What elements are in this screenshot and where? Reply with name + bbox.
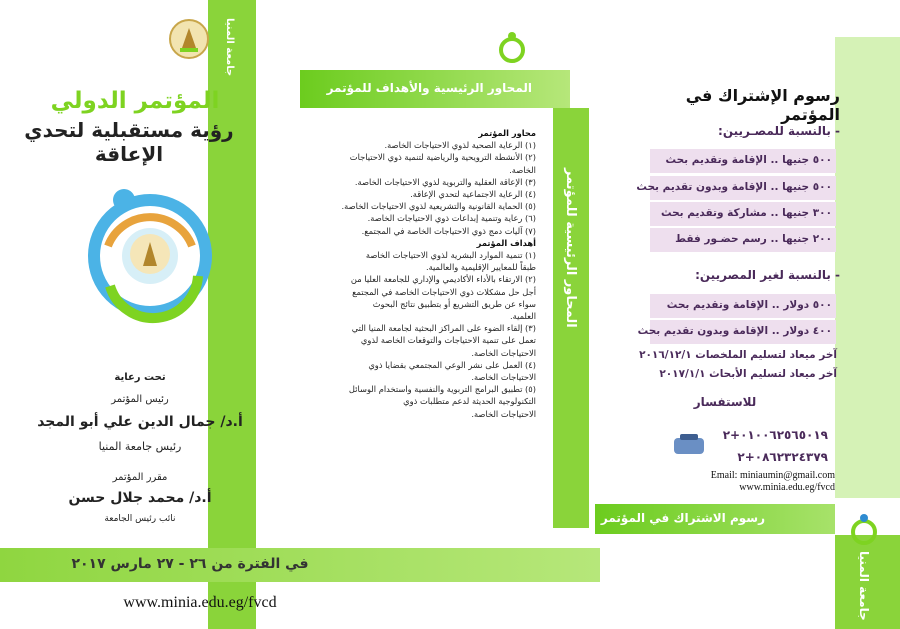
- goal-line: التكنولوجية الحديثة لدعم متطلبات ذوي: [403, 396, 536, 407]
- foreign-fee-1: ٥٠٠ دولار .. الإقامة وتقديم بحث: [666, 299, 832, 311]
- axis-line: (٣) الإعاقة العقلية والتربوية لذوي الاحتياجات الخاصة.: [354, 176, 536, 187]
- rapporteur-role: مقرر المؤتمر: [112, 472, 168, 483]
- right-bottom-band: [595, 504, 835, 534]
- conference-theme: رؤية مستقبلية لتحدي الإعاقة: [24, 118, 234, 166]
- strip-label: جامعة المنيا: [224, 18, 235, 77]
- goal-line: أجل حل مشكلات ذوي الاحتياجات الخاصة في المجتمع: [352, 286, 536, 297]
- goal-line: طبقاً للمعايير الإقليمية والعالمية.: [425, 262, 536, 273]
- small-green-emblem-icon: [498, 30, 526, 64]
- egyptian-fee-row-1: [650, 149, 836, 173]
- egyptian-fee-3: ٣٠٠ جنيها .. مشاركة وتقديم بحث: [660, 207, 832, 219]
- goal-line: (١) تنمية الموارد البشرية لذوي الاحتياجات الخاصة: [365, 250, 536, 260]
- axis-line: (٧) آليات دمج ذوي الاحتياجات الخاصة في المجتمع.: [361, 225, 536, 236]
- foreign-fee-row-2: [637, 320, 836, 344]
- non-egyptians-label: - بالنسبة لغير المصريين:: [695, 268, 840, 282]
- conference-name: المؤتمر الدولي: [50, 88, 220, 114]
- goal-line: (٣) إلقاء الضوء على المراكز البحثية لجامعة المنيا التي: [351, 323, 536, 334]
- egyptian-fee-2: ٥٠٠ جنيها .. الإقامة وبدون تقديم بحث: [636, 181, 832, 193]
- fees-title: رسوم الإشتراك في المؤتمر: [685, 86, 840, 124]
- egyptian-fee-row-4: [650, 228, 836, 252]
- goal-line: (٤) العمل على نشر الوعي المجتمعي بقضايا ذوي: [368, 359, 536, 370]
- axis-line: (٥) الحماية القانونية والتشريعية لذوي الاحتياجات الخاصة.: [341, 201, 536, 212]
- corner-label: جامعة المنيا: [857, 551, 871, 621]
- right-website: www.minia.edu.eg/fvcd: [739, 482, 835, 493]
- goal-line: تعمل على تنمية الاحتياجات والتوقعات الخاصة لذوي: [360, 335, 536, 346]
- sponsorship-label: تحت رعاية: [114, 372, 166, 383]
- egyptians-label: - بالنسبة للمصـريين:: [718, 124, 840, 138]
- axis-line: (٤) الرعاية الاجتماعية لتحدي الإعاقة.: [410, 189, 536, 199]
- inquiries-label: للاستفسار: [693, 395, 757, 409]
- phone-1: ٠١٠٠٦٢٥٦٥٠١٩+٢: [722, 428, 828, 442]
- rapporteur-title: نائب رئيس الجامعة: [104, 514, 176, 524]
- goals-title: أهداف المؤتمر: [476, 237, 536, 248]
- right-bottom-band-label: رسوم الاشتراك في المؤتمر: [600, 511, 765, 525]
- goal-line: (٥) تطبيق البرامج التربوية والنفسية واستخدام الوسائل: [348, 384, 536, 395]
- axis-line: (٦) رعاية وتنمية إبداعات ذوي الاحتياجات الخاصة.: [367, 213, 536, 224]
- axis-line: (١) الرعاية الصحية لذوي الاحتياجات الخاصة.: [384, 140, 536, 151]
- egyptian-fee-4: ٢٠٠ جنيها .. رسم حضـور فقط: [675, 233, 832, 245]
- egyptian-fee-row-2: [636, 176, 836, 200]
- foreign-fee-2: ٤٠٠ دولار .. الإقامة وبدون تقديم بحث: [637, 325, 832, 337]
- goal-line: الاحتياجات الخاصة.: [471, 347, 536, 358]
- president-role: رئيس المؤتمر: [111, 394, 169, 405]
- phone-icon: [670, 430, 710, 460]
- phone-2: ٠٨٦٢٣٢٤٣٧٩+٢: [737, 450, 828, 464]
- middle-header-text: المحاور الرئيسية والأهداف للمؤتمر: [326, 81, 532, 95]
- conference-emblem: [88, 166, 218, 336]
- rapporteur-name: أ.د/ محمد جلال حسن: [68, 490, 212, 506]
- goal-line: الاحتياجات الخاصة.: [471, 372, 536, 382]
- goal-line: (٢) الارتقاء بالأداء الأكاديمي والإداري للجامعة العليا من: [350, 274, 536, 285]
- corner-emblem-icon: [850, 512, 878, 546]
- paper-deadline: آخر ميعاد لتسليم الأبحاث ٢٠١٧/١/١: [659, 368, 837, 380]
- goal-line: الاحتياجات الخاصة.: [471, 408, 536, 419]
- goal-line: سواء عن طريق التشريع أو بتطبيق نتائج البحوث: [372, 298, 536, 309]
- president-name: أ.د/ جمال الدين علي أبو المجد: [37, 414, 243, 430]
- president-title: رئيس جامعة المنيا: [98, 440, 182, 453]
- middle-header-bar: [300, 70, 570, 108]
- right-vertical-strip: [835, 37, 900, 498]
- goal-line: العلمية.: [510, 311, 536, 321]
- middle-vertical-label: المحاور الرئيسية للمؤتمر: [563, 168, 578, 328]
- university-logo: [168, 18, 210, 60]
- conference-dates: في الفترة من ٢٦ - ٢٧ مارس ٢٠١٧: [71, 556, 309, 572]
- email-line: Email: miniaumin@gmail.com: [710, 470, 835, 481]
- left-website: www.minia.edu.eg/fvcd: [123, 594, 277, 611]
- abstract-deadline: آخر ميعاد لتسليم الملخصات ٢٠١٦/١٢/١: [639, 349, 837, 361]
- axes-title: محاور المؤتمر: [478, 128, 536, 138]
- axis-line: الخاصة.: [509, 164, 536, 175]
- axis-line: (٢) الأنشطة الترويحية والرياضية لتنمية ذوي الاحتياجات: [349, 152, 536, 163]
- middle-vertical-bar: [553, 108, 589, 528]
- egyptian-fee-1: ٥٠٠ جنيها .. الإقامة وتقديم بحث: [665, 154, 832, 166]
- egyptian-fee-row-3: [650, 202, 836, 226]
- foreign-fee-row-1: [650, 294, 836, 318]
- right-corner-block: [835, 535, 900, 629]
